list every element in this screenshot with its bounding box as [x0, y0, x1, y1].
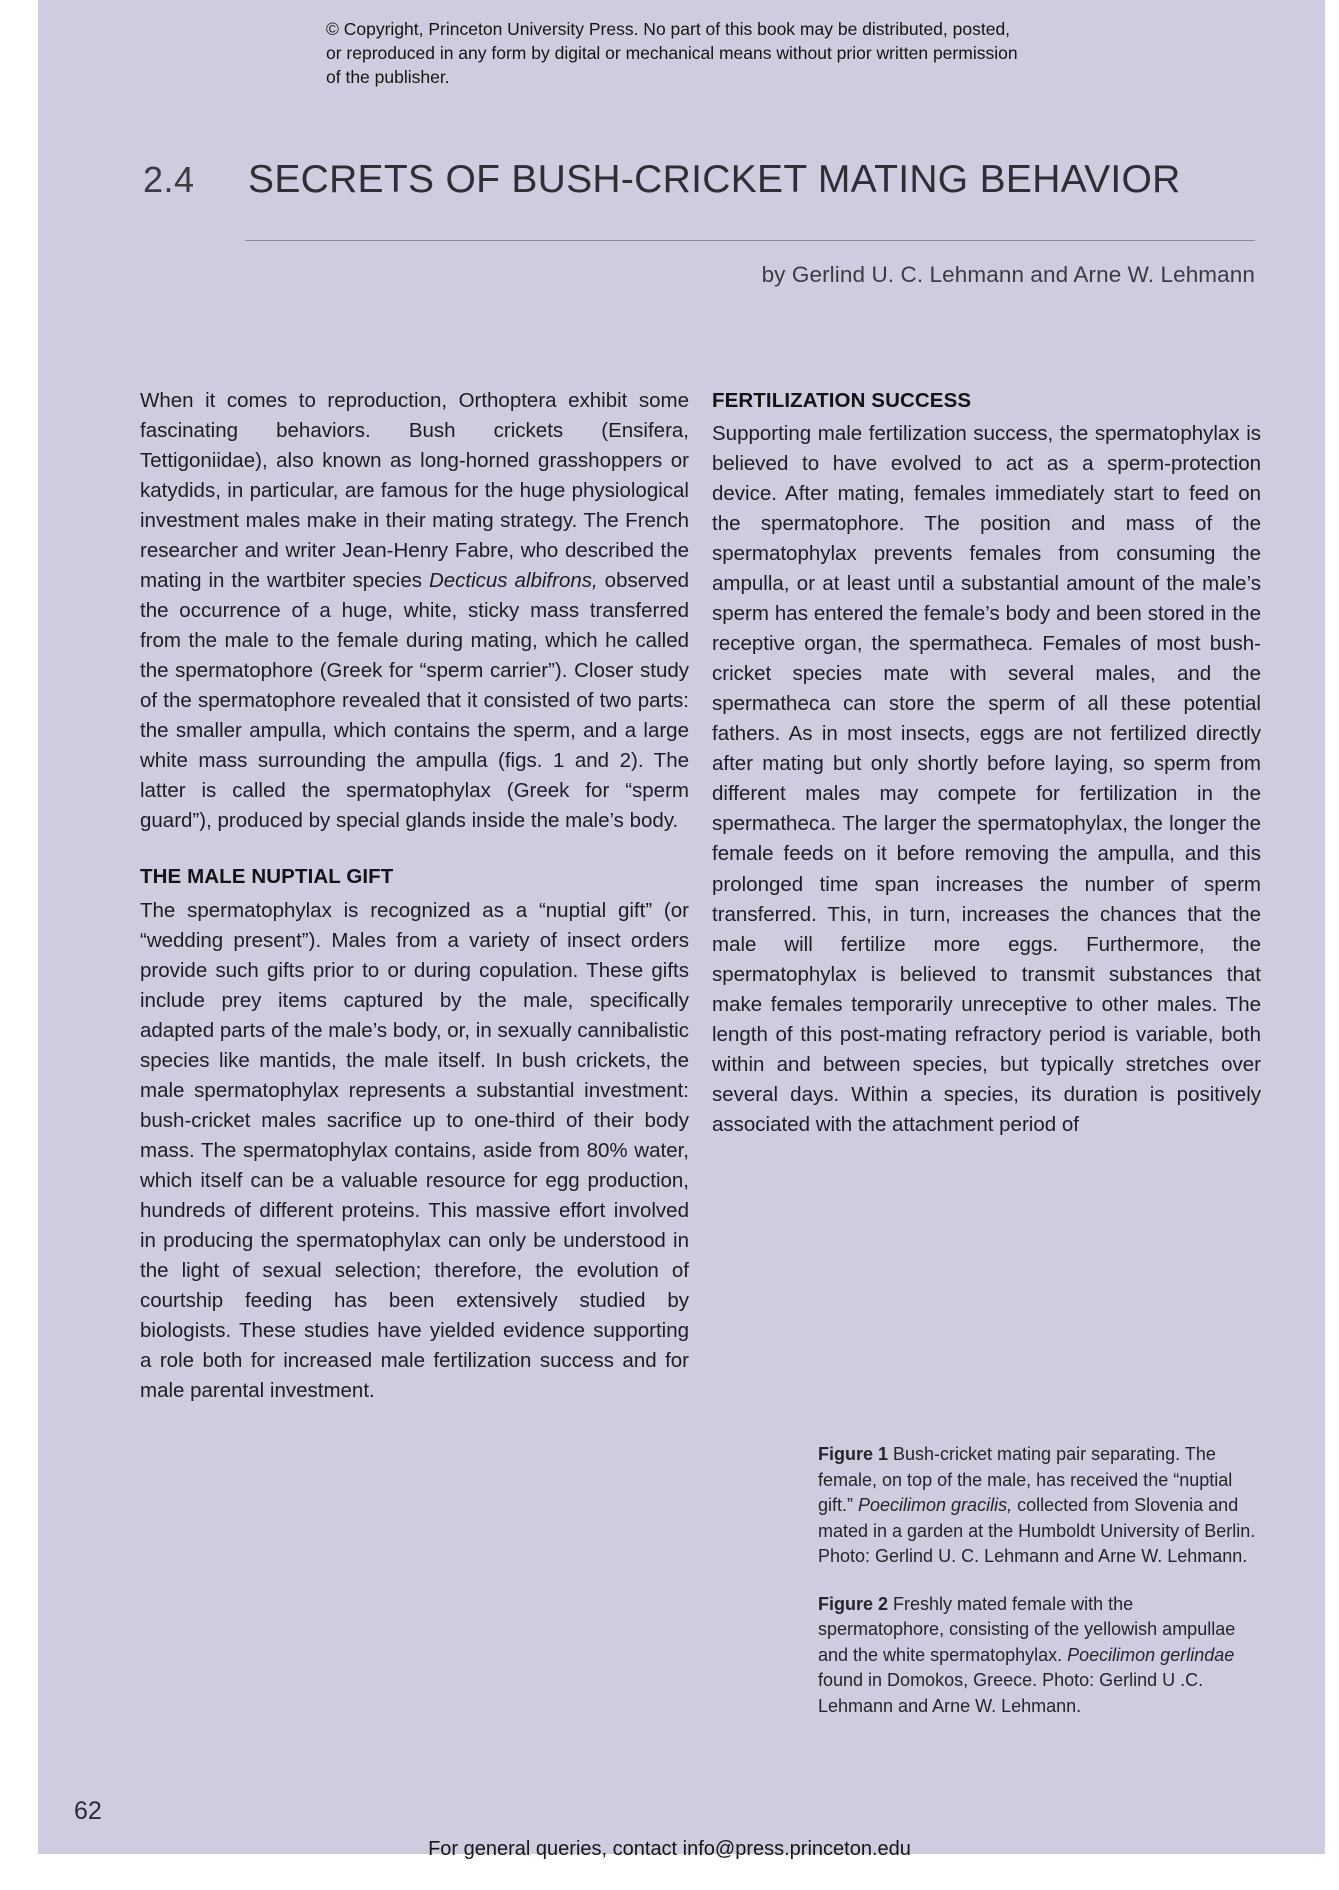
figure-1-text-part1: Bush-cricket mating pair separating. The female, on top of the male, has received the “nuptial gift.”	[818, 1444, 1233, 1516]
left-text-column	[140, 386, 689, 1406]
figure-1-text-part2: collected from Slovenia and mated in a garden at the Humboldt University of Berlin. Photo: Gerlind U. C. Lehmann and Arne W. Lehmann.	[818, 1495, 1256, 1567]
figure-captions	[818, 1442, 1261, 1741]
paragraph-fertilization-success: Supporting male fertilization success, the spermatophylax is believed to have evolved to act as a sperm-protection device. After mating, females immediately start to feed on the spermatophore. The position and mass of the spermatophylax prevents females from consuming the ampulla, or at least until a substantial amount of the male’s sperm has entered the female’s body and been stored in the receptive organ, the spermatheca. Females of most bush-cricket species mate with several males, and the spermatheca can store the sperm of all these potential fathers. As in most insects, eggs are not fertilized directly after mating but only shortly before laying, so sperm from different males may compete for fertilization in the spermatheca. The larger the spermatophylax, the longer the female feeds on it before removing the ampulla, and this prolonged time span increases the number of sperm transferred. This, in turn, increases the chances that the male will fertilize more eggs. Furthermore, the spermatophylax is believed to transmit substances that make females temporarily unreceptive to other males. The length of this post-mating refractory period is variable, both within and between species, but typically stretches over several days. Within a species, its duration is positively associated with the attachment period of	[712, 422, 1261, 1136]
section-number: 2.4	[143, 159, 195, 200]
page-left-margin	[0, 0, 38, 1890]
page-title	[143, 158, 1253, 202]
figure-1-species: Poecilimon gracilis,	[858, 1495, 1013, 1516]
species-name-decticus: Decticus albifrons,	[428, 569, 598, 593]
figure-2-text-part2: found in Domokos, Greece. Photo: Gerlind U .C. Lehmann and Arne W. Lehmann.	[818, 1670, 1204, 1716]
title-divider	[245, 240, 1255, 241]
paragraph-intro-part2: observed the occurrence of a huge, white, sticky mass transferred from the male to the female during mating, which he called the spermatophore (Greek for “sperm carrier”). Closer study of the spermatophore revealed that it consisted of two parts: the smaller ampulla, which contains the sperm, and a large white mass surrounding the ampulla (figs. 1 and 2). The latter is called the spermatophylax (Greek for “sperm guard”), produced by special glands inside the male’s body.	[140, 569, 690, 833]
paragraph-intro	[140, 386, 689, 836]
heading-male-nuptial-gift: THE MALE NUPTIAL GIFT	[140, 865, 394, 889]
page-right-margin	[1325, 0, 1339, 1890]
byline: by Gerlind U. C. Lehmann and Arne W. Lehmann	[761, 262, 1255, 287]
footer-query-line: For general queries, contact info@press.princeton.edu	[428, 1838, 911, 1860]
figure-caption-2	[818, 1592, 1261, 1720]
heading-fertilization-success: FERTILIZATION SUCCESS	[712, 389, 972, 412]
figure-1-label: Figure 1	[818, 1444, 889, 1464]
copyright-notice: © Copyright, Princeton University Press. No part of this book may be distributed, posted, or reproduced in any form by digital or mechanical means without prior written permission of the publisher.	[326, 19, 1018, 87]
section-title: SECRETS OF BUSH-CRICKET MATING BEHAVIOR	[248, 158, 1181, 201]
figure-caption-1	[818, 1442, 1261, 1570]
page-number: 62	[74, 1797, 102, 1825]
figure-2-species: Poecilimon gerlindae	[1067, 1644, 1235, 1665]
paragraph-intro-part1: When it comes to reproduction, Orthoptera exhibit some fascinating behaviors. Bush crickets (Ensifera, Tettigoniidae), also known as long-horned grasshoppers or katydids, in particular, are famous for the huge physiological investment males make in their mating strategy. The French researcher and writer Jean-Henry Fabre, who described the mating in the wartbiter species	[140, 389, 689, 593]
right-text-column	[712, 386, 1261, 1140]
figure-2-text-part1: Freshly mated female with the spermatophore, consisting of the yellowish ampullae and the white spermatophylax.	[818, 1593, 1236, 1665]
paragraph-nuptial-gift: The spermatophylax is recognized as a “nuptial gift” (or “wedding present”). Males from a variety of insect orders provide such gifts prior to or during copulation. These gifts include prey items captured by the male, specifically adapted parts of the male’s body, or, in sexually cannibalistic species like mantids, the male itself. In bush crickets, the male spermatophylax represents a substantial investment: bush-cricket males sacrifice up to one-third of their body mass. The spermatophylax contains, aside from 80% water, which itself can be a valuable resource for egg production, hundreds of different proteins. This massive effort involved in producing the spermatophylax can only be understood in the light of sexual selection; therefore, the evolution of courtship feeding has been extensively studied by biologists. These studies have yielded evidence supporting a role both for increased male fertilization success and for male parental investment.	[140, 898, 689, 1402]
figure-2-label: Figure 2	[818, 1593, 889, 1614]
